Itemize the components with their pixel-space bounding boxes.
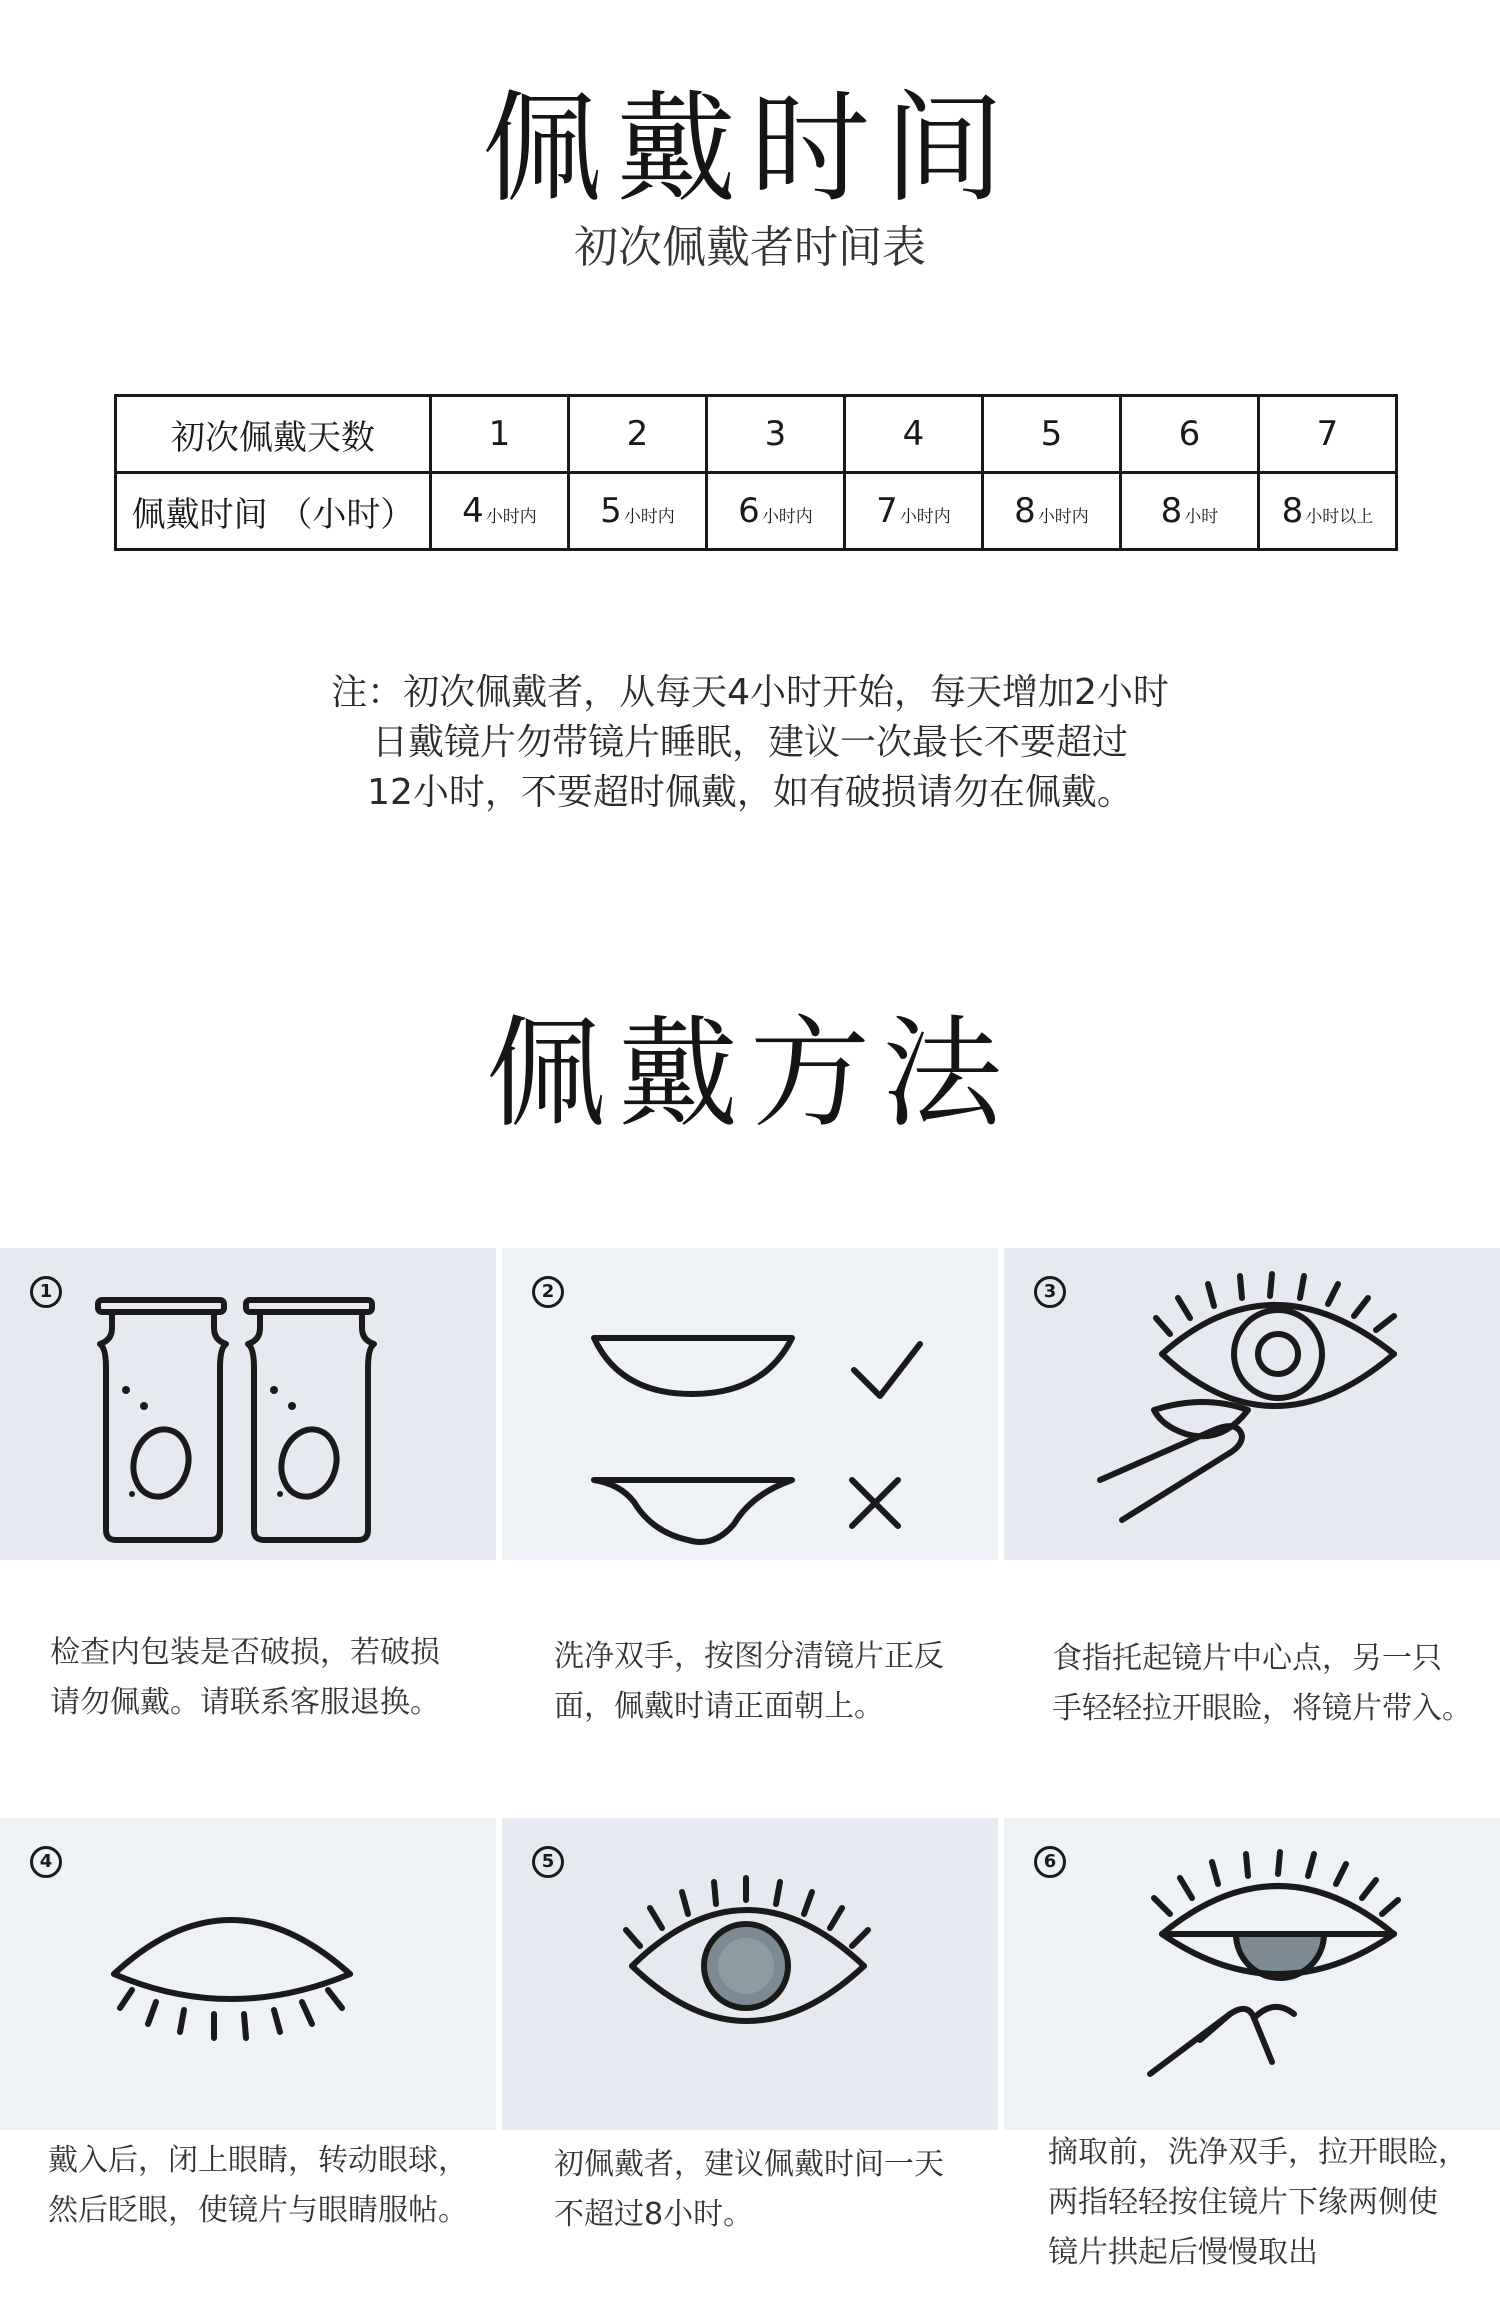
step-panel-3 bbox=[1004, 1248, 1500, 1560]
wearing-schedule-table bbox=[114, 394, 1398, 551]
day-cell: 6 bbox=[1121, 396, 1259, 473]
table-row bbox=[116, 396, 1397, 473]
step-line: 洗净双手，按图分清镜片正反 bbox=[554, 1639, 944, 1674]
table-row bbox=[116, 473, 1397, 550]
row-label-hours: 佩戴时间 （小时） bbox=[116, 473, 431, 550]
hours-unit: 小时内 bbox=[623, 507, 675, 527]
step-line: 请勿佩戴。请联系客服退换。 bbox=[50, 1685, 440, 1720]
step-text-4 bbox=[48, 2136, 518, 2236]
step-line: 两指轻轻按住镜片下缘两侧使 bbox=[1048, 2185, 1438, 2220]
hours-value: 5 bbox=[600, 491, 622, 531]
step-panel-1 bbox=[0, 1248, 496, 1560]
section-subtitle: 初次佩戴者时间表 bbox=[574, 222, 926, 273]
step-line: 检查内包装是否破损，若破损 bbox=[50, 1635, 440, 1670]
step-panel-6 bbox=[1004, 1818, 1500, 2130]
step-line: 手轻轻拉开眼睑，将镜片带入。 bbox=[1052, 1691, 1472, 1726]
lens-bottles-icon bbox=[0, 1248, 496, 1560]
step-panel-5 bbox=[502, 1818, 998, 2130]
step-line: 摘取前，洗净双手，拉开眼睑， bbox=[1048, 2135, 1468, 2170]
section-title-wearing-method: 佩戴方法 bbox=[486, 1005, 1014, 1144]
row-label-days: 初次佩戴天数 bbox=[116, 396, 431, 473]
step-panel-2 bbox=[502, 1248, 998, 1560]
step-number: 1 bbox=[30, 1276, 62, 1308]
hours-cell bbox=[1121, 473, 1259, 550]
step-line: 食指托起镜片中心点，另一只 bbox=[1052, 1641, 1442, 1676]
step-number: 2 bbox=[532, 1276, 564, 1308]
section-title-wearing-time: 佩戴时间 bbox=[482, 80, 1018, 219]
note-line: 注：初次佩戴者，从每天4小时开始，每天增加2小时 bbox=[331, 672, 1169, 713]
hours-unit: 小时 bbox=[1184, 507, 1219, 527]
step-number: 4 bbox=[30, 1846, 62, 1878]
hours-unit: 小时内 bbox=[761, 507, 813, 527]
hours-value: 6 bbox=[738, 491, 760, 531]
step-text-2 bbox=[554, 1632, 1024, 1732]
hours-cell bbox=[707, 473, 845, 550]
day-cell: 4 bbox=[845, 396, 983, 473]
wearing-note bbox=[0, 668, 1500, 818]
day-cell: 1 bbox=[431, 396, 569, 473]
hours-unit: 小时以上 bbox=[1305, 507, 1374, 527]
hours-cell bbox=[1259, 473, 1397, 550]
hours-unit: 小时内 bbox=[485, 507, 537, 527]
step-text-3 bbox=[1052, 1634, 1500, 1734]
closed-eye-icon bbox=[0, 1818, 496, 2078]
lens-removal-icon bbox=[1004, 1818, 1500, 2078]
hours-value: 7 bbox=[876, 491, 898, 531]
day-cell: 5 bbox=[983, 396, 1121, 473]
lens-insert-eye-icon bbox=[1004, 1248, 1500, 1560]
day-cell: 3 bbox=[707, 396, 845, 473]
step-line: 然后眨眼，使镜片与眼睛服帖。 bbox=[48, 2193, 468, 2228]
step-text-5 bbox=[554, 2140, 1024, 2240]
step-text-1 bbox=[50, 1628, 520, 1728]
hours-cell bbox=[431, 473, 569, 550]
note-line: 12小时，不要超时佩戴，如有破损请勿在佩戴。 bbox=[367, 772, 1133, 813]
step-line: 戴入后，闭上眼睛，转动眼球， bbox=[48, 2143, 468, 2178]
step-line: 初佩戴者，建议佩戴时间一天 bbox=[554, 2147, 944, 2182]
hours-value: 4 bbox=[462, 491, 484, 531]
hours-unit: 小时内 bbox=[899, 507, 951, 527]
step-line: 面，佩戴时请正面朝上。 bbox=[554, 1689, 884, 1724]
step-number: 3 bbox=[1034, 1276, 1066, 1308]
note-line: 日戴镜片勿带镜片睡眠，建议一次最长不要超过 bbox=[371, 722, 1128, 763]
lens-orientation-icon bbox=[502, 1248, 998, 1560]
step-panel-4 bbox=[0, 1818, 496, 2130]
hours-value: 8 bbox=[1281, 491, 1304, 531]
step-number: 5 bbox=[532, 1846, 564, 1878]
hours-unit: 小时内 bbox=[1037, 507, 1089, 527]
day-cell: 7 bbox=[1259, 396, 1397, 473]
hours-cell bbox=[569, 473, 707, 550]
eye-with-lens-icon bbox=[502, 1818, 998, 2078]
hours-cell bbox=[983, 473, 1121, 550]
hours-value: 8 bbox=[1014, 491, 1036, 531]
step-text-6 bbox=[1048, 2128, 1500, 2278]
step-number: 6 bbox=[1034, 1846, 1066, 1878]
step-line: 镜片拱起后慢慢取出 bbox=[1048, 2235, 1318, 2270]
hours-value: 8 bbox=[1160, 491, 1183, 531]
hours-cell bbox=[845, 473, 983, 550]
step-line: 不超过8小时。 bbox=[554, 2197, 754, 2232]
day-cell: 2 bbox=[569, 396, 707, 473]
